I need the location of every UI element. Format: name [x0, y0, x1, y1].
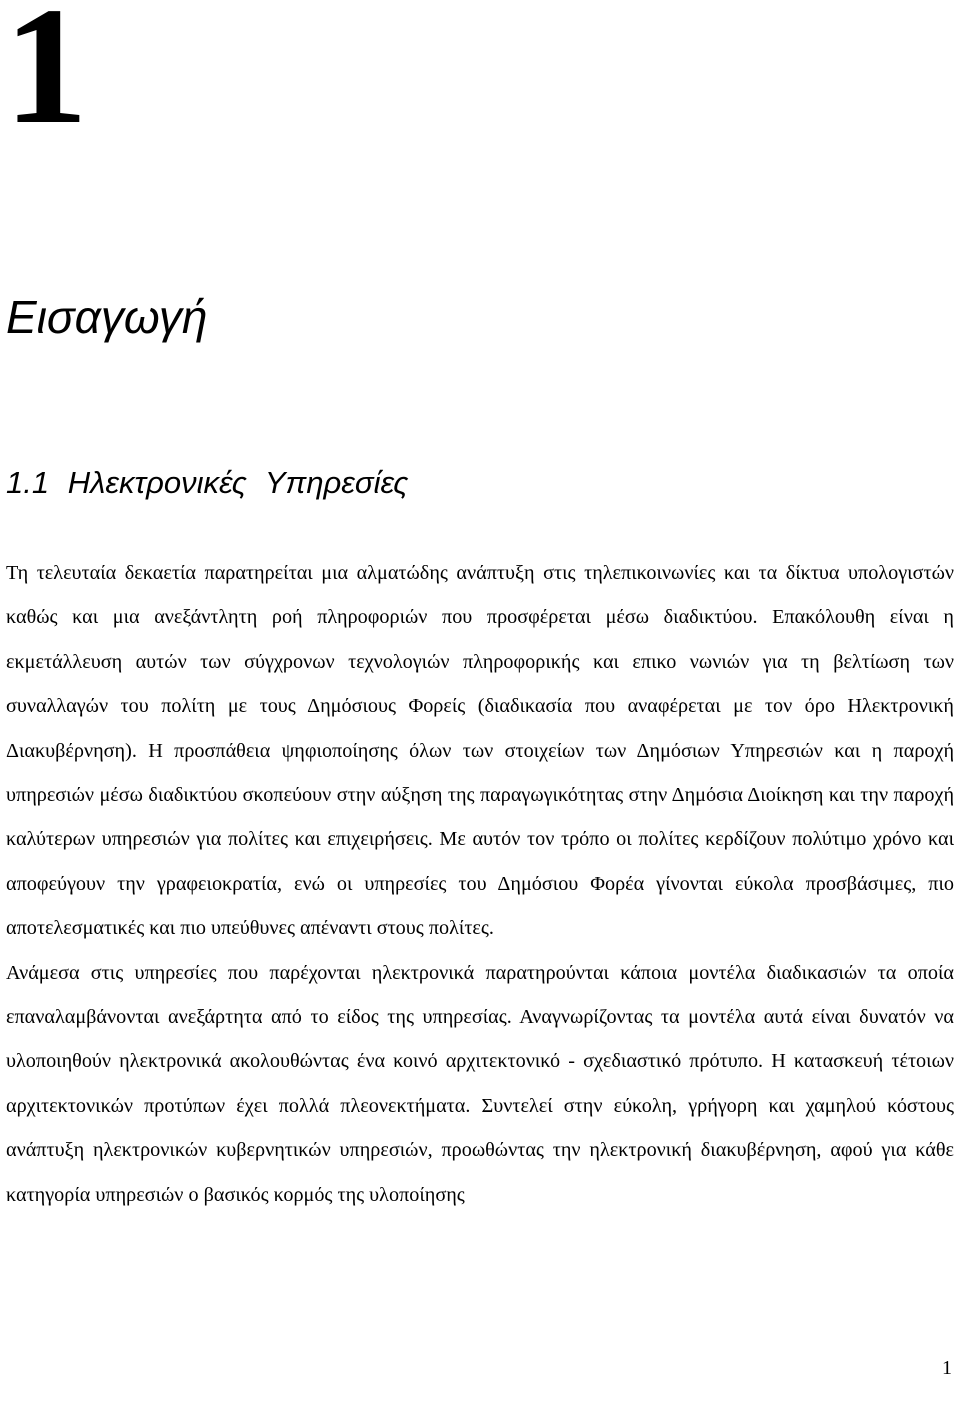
paragraph-models: Ανάμεσα στις υπηρεσίες που παρέχονται ηλεκτρονικά παρατηρούνται κάποια μοντέλα διαδικασιών τα οποία επαναλαμβάνονται ανεξάρτητα από το είδος της υπηρεσίας. Αναγνωρίζοντας τα μοντέλα αυτά είναι δυνατόν να υλοποιηθούν ηλεκτρονικά ακολουθώντας ένα κοινό αρχιτεκτονικό - σχεδιαστικό πρότυπο. Η κατασκευή τέτοιων αρχιτεκτονικών προτύπων έχει πολλά πλεονεκτήματα. Συντελεί στην εύκολη, γρήγορη και χαμηλού κόστους ανάπτυξη ηλεκτρονικών κυβερνητικών υπηρεσιών, προωθώντας την ηλεκτρονική διακυβέρνηση, αφού για κάθε κατηγορία υπηρεσιών ο βασικός κορμός της υλοποίησης	[6, 961, 954, 1206]
chapter-title: Εισαγωγή	[6, 291, 208, 343]
body-text	[6, 551, 954, 1217]
section-heading: 1.1 Ηλεκτρονικές Υπηρεσίες	[6, 465, 409, 500]
chapter-number: 1	[4, 0, 88, 159]
page-number: 1	[942, 1357, 952, 1379]
paragraph-intro: Τη τελευταία δεκαετία παρατηρείται μια αλματώδης ανάπτυξη στις τηλεπικοινωνίες και τα δίκτυα υπολογιστών καθώς και μια ανεξάντλητη ροή πληροφοριών που προσφέρεται μέσω διαδικτύου. Επακόλουθη είναι η εκμετάλλευση αυτών των σύγχρονων τεχνολογιών πληροφορικής και επικο νωνιών για τη βελτίωση των συναλλαγών του πολίτη με τους Δημόσιους Φορείς (διαδικασία που αναφέρεται με τον όρο Ηλεκτρονική Διακυβέρνηση). Η προσπάθεια ψηφιοποίησης όλων των στοιχείων των Δημόσιων Υπηρεσιών και η παροχή υπηρεσιών μέσω διαδικτύου σκοπεύουν στην αύξηση της παραγωγικότητας στην Δημόσια Διοίκηση και την παροχή καλύτερων υπηρεσιών για πολίτες και επιχειρήσεις. Με αυτόν τον τρόπο οι πολίτες κερδίζουν πολύτιμο χρόνο και αποφεύγουν την γραφειοκρατία, ενώ οι υπηρεσίες του Δημόσιου Φορέα γίνονται εύκολα προσβάσιμες, πιο αποτελεσματικές και πιο υπεύθυνες απέναντι στους πολίτες.	[6, 562, 954, 940]
